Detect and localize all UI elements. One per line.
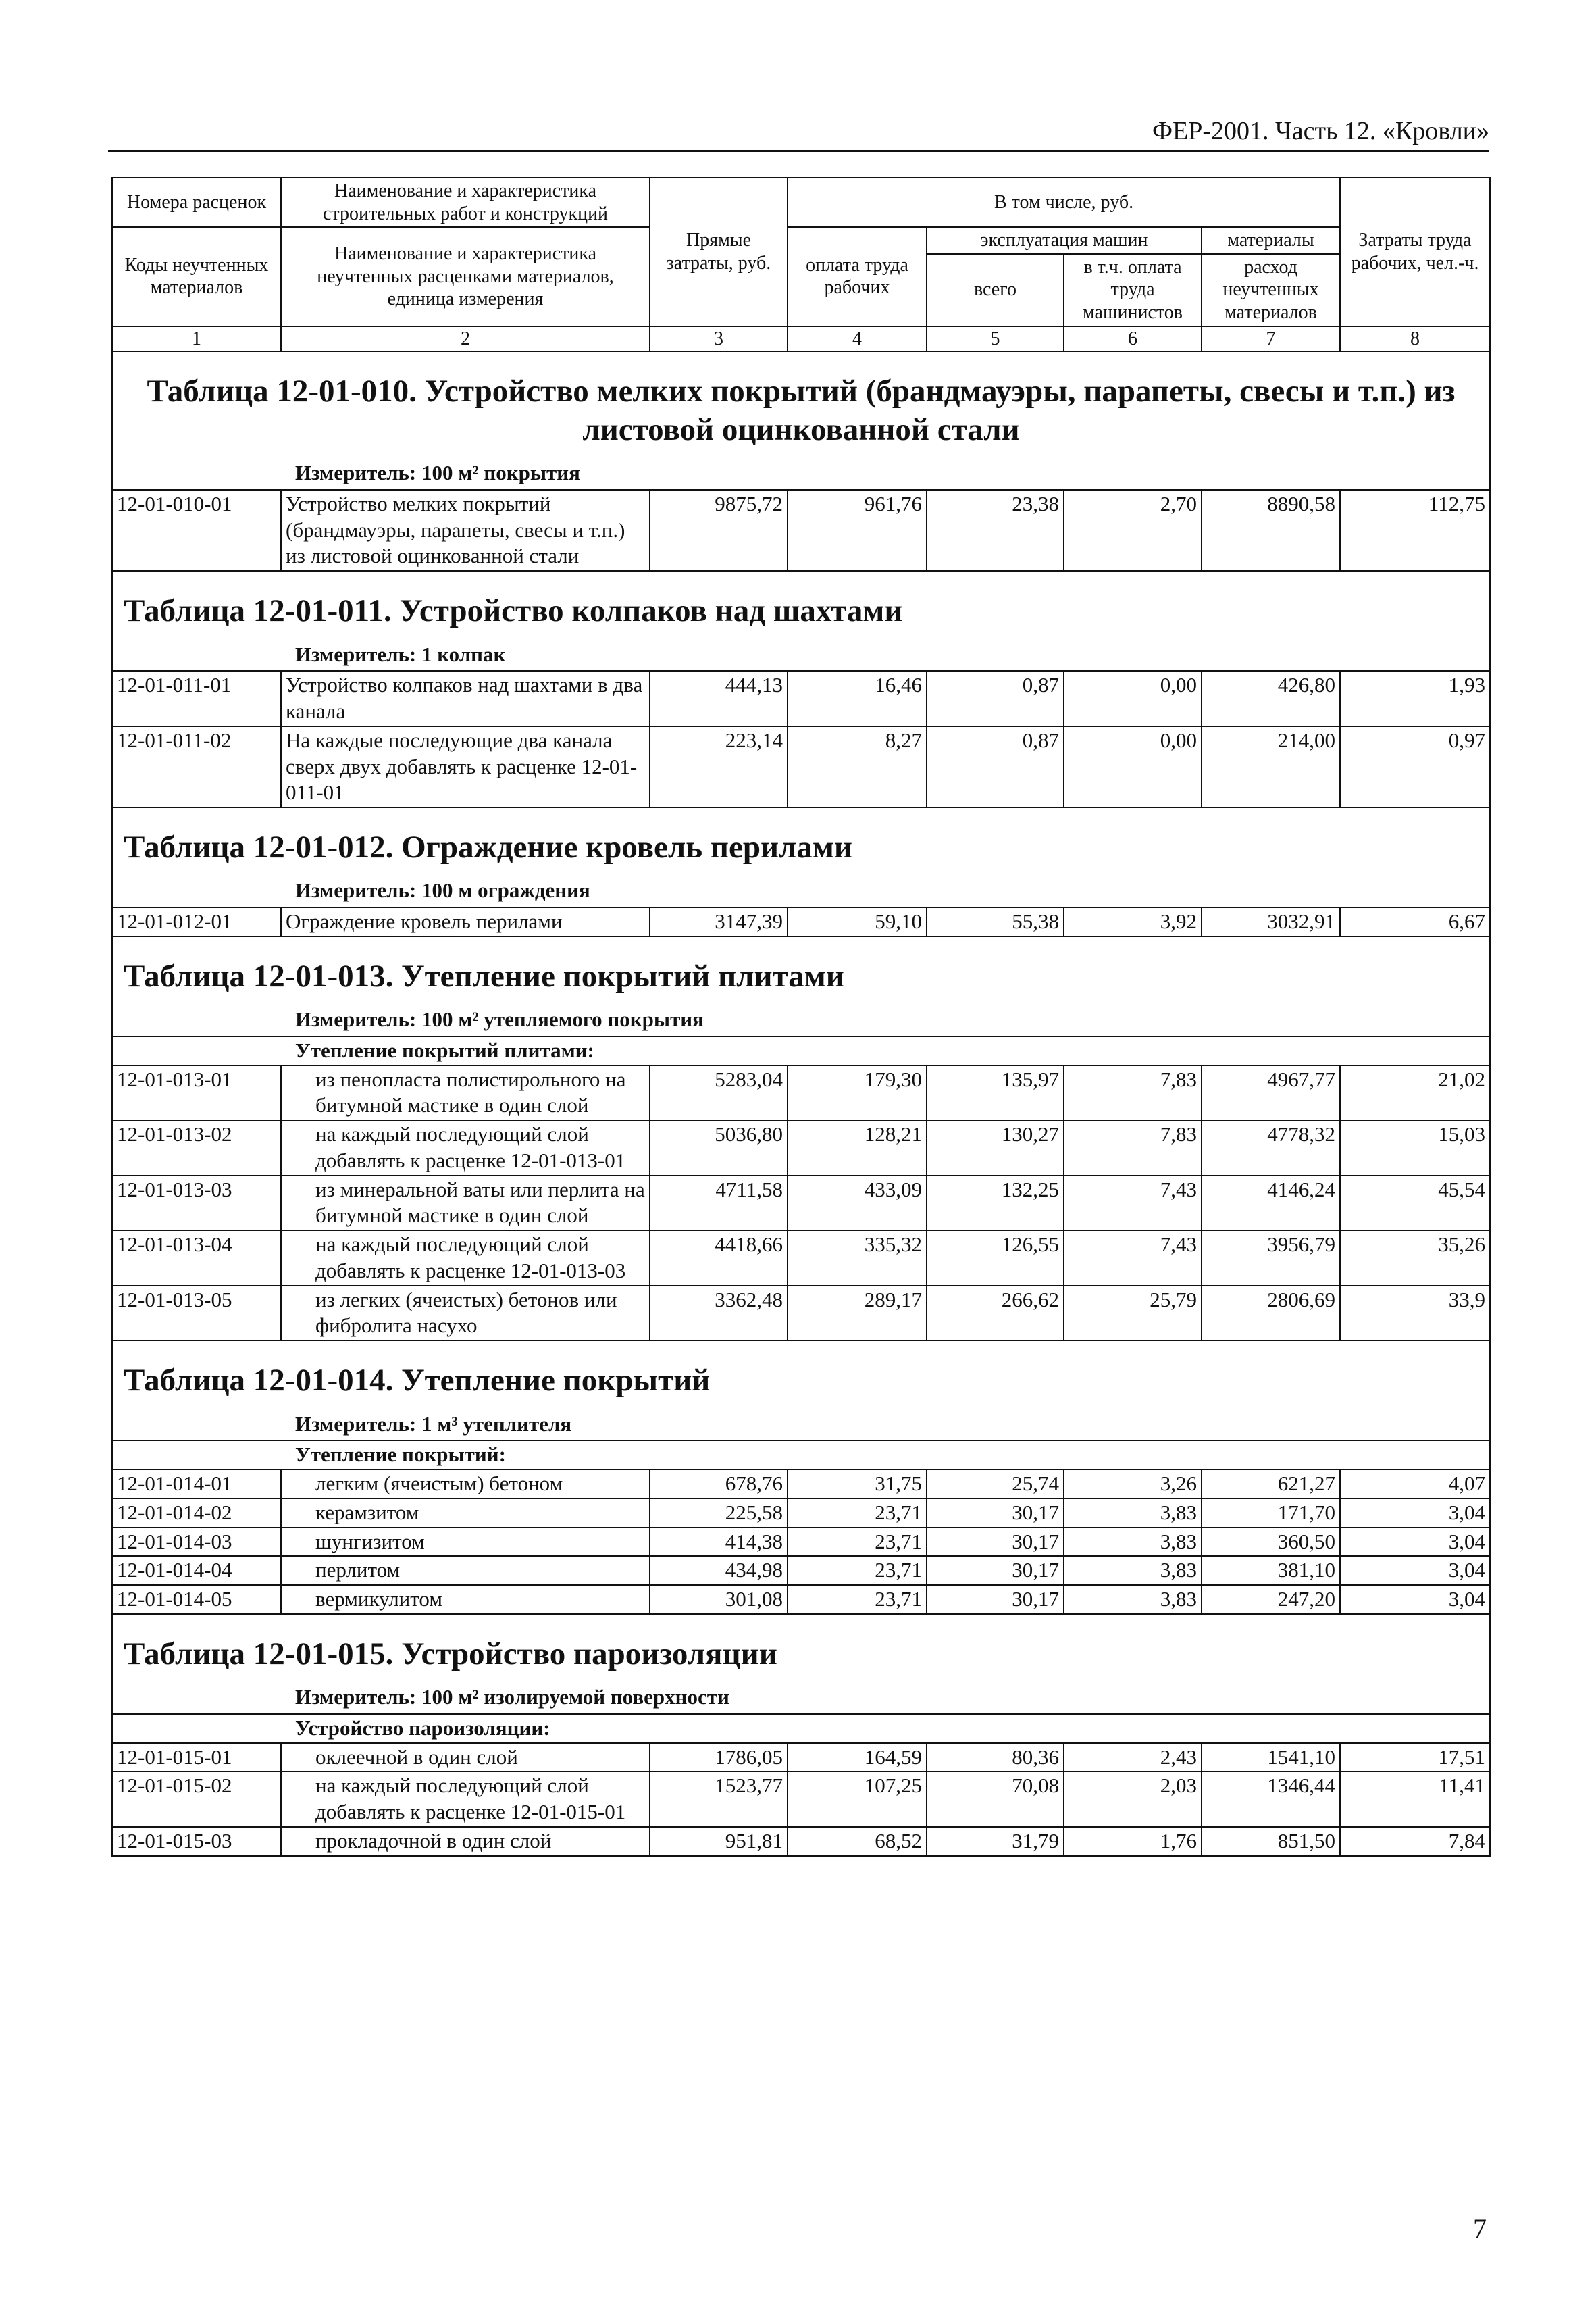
table-row xyxy=(112,1771,1490,1827)
labor-hours: 4,07 xyxy=(1340,1469,1490,1499)
page-number: 7 xyxy=(1473,2213,1487,2244)
machines-total: 23,38 xyxy=(927,490,1064,571)
column-number: 5 xyxy=(927,326,1064,351)
direct-costs: 3362,48 xyxy=(650,1286,788,1341)
machines-total: 130,27 xyxy=(927,1120,1064,1176)
direct-costs: 1786,05 xyxy=(650,1743,788,1772)
machines-total: 30,17 xyxy=(927,1556,1064,1585)
section-measure: Измеритель: 100 м² изолируемой поверхности xyxy=(112,1680,1490,1714)
row-name: из легких (ячеистых) бетонов или фибролита насухо xyxy=(281,1286,650,1341)
labor-hours: 45,54 xyxy=(1340,1176,1490,1231)
row-name: керамзитом xyxy=(281,1499,650,1528)
wages: 179,30 xyxy=(788,1065,927,1121)
row-name: на каждый последующий слой добавлять к расценке 12-01-013-01 xyxy=(281,1120,650,1176)
col-machines-header: эксплуатация машин xyxy=(927,227,1202,254)
row-name: перлитом xyxy=(281,1556,650,1585)
materials: 426,80 xyxy=(1202,671,1340,726)
table-row xyxy=(112,490,1490,571)
section-measure: Измеритель: 100 м ограждения xyxy=(112,874,1490,907)
operator-wages: 0,00 xyxy=(1064,726,1202,807)
column-number: 7 xyxy=(1202,326,1340,351)
machines-total: 0,87 xyxy=(927,671,1064,726)
machines-total: 80,36 xyxy=(927,1743,1064,1772)
row-name: легким (ячеистым) бетоном xyxy=(281,1469,650,1499)
materials: 8890,58 xyxy=(1202,490,1340,571)
operator-wages: 7,83 xyxy=(1064,1065,1202,1121)
materials: 4778,32 xyxy=(1202,1120,1340,1176)
row-name: вермикулитом xyxy=(281,1585,650,1614)
machines-total: 135,97 xyxy=(927,1065,1064,1121)
section-subheading: Утепление покрытий: xyxy=(112,1440,1490,1469)
section-title: Таблица 12-01-010. Устройство мелких покрытий (брандмауэры, парапеты, свесы и т.п.) из листовой оцинкованной стали xyxy=(112,351,1490,457)
operator-wages: 3,83 xyxy=(1064,1556,1202,1585)
materials: 1346,44 xyxy=(1202,1771,1340,1827)
col-operator-wages-header: в т.ч. оплата труда машинистов xyxy=(1064,254,1202,326)
running-header: ФЕР-2001. Часть 12. «Кровли» xyxy=(1152,117,1489,145)
row-code: 12-01-015-01 xyxy=(112,1743,281,1772)
row-code: 12-01-015-02 xyxy=(112,1771,281,1827)
wages: 128,21 xyxy=(788,1120,927,1176)
col-labor-hours-header: Затраты труда рабочих, чел.-ч. xyxy=(1340,178,1490,326)
table-row xyxy=(112,1176,1490,1231)
section-title: Таблица 12-01-015. Устройство пароизоляции xyxy=(112,1614,1490,1680)
direct-costs: 5036,80 xyxy=(650,1120,788,1176)
row-name: Ограждение кровель перилами xyxy=(281,907,650,936)
row-code: 12-01-014-02 xyxy=(112,1499,281,1528)
table-row xyxy=(112,671,1490,726)
labor-hours: 21,02 xyxy=(1340,1065,1490,1121)
operator-wages: 2,43 xyxy=(1064,1743,1202,1772)
operator-wages: 0,00 xyxy=(1064,671,1202,726)
table-section-12-01-013 xyxy=(112,936,1490,1340)
table-row xyxy=(112,726,1490,807)
section-title: Таблица 12-01-013. Утепление покрытий плитами xyxy=(112,936,1490,1003)
materials: 3956,79 xyxy=(1202,1230,1340,1286)
row-code: 12-01-013-01 xyxy=(112,1065,281,1121)
labor-hours: 3,04 xyxy=(1340,1556,1490,1585)
table-row xyxy=(112,1065,1490,1121)
row-name: из минеральной ваты или перлита на битумной мастике в один слой xyxy=(281,1176,650,1231)
col-group-header: В том числе, руб. xyxy=(788,178,1340,227)
column-number: 4 xyxy=(788,326,927,351)
table-row xyxy=(112,1556,1490,1585)
machines-total: 55,38 xyxy=(927,907,1064,936)
materials: 214,00 xyxy=(1202,726,1340,807)
section-measure: Измеритель: 100 м² покрытия xyxy=(112,456,1490,490)
machines-total: 31,79 xyxy=(927,1827,1064,1856)
row-name: на каждый последующий слой добавлять к расценке 12-01-013-03 xyxy=(281,1230,650,1286)
col-codes-header: Номера расценок xyxy=(112,178,281,227)
column-number: 2 xyxy=(281,326,650,351)
wages: 23,71 xyxy=(788,1499,927,1528)
column-number: 3 xyxy=(650,326,788,351)
operator-wages: 3,92 xyxy=(1064,907,1202,936)
row-name: шунгизитом xyxy=(281,1528,650,1557)
labor-hours: 35,26 xyxy=(1340,1230,1490,1286)
labor-hours: 0,97 xyxy=(1340,726,1490,807)
row-code: 12-01-014-05 xyxy=(112,1585,281,1614)
labor-hours: 3,04 xyxy=(1340,1499,1490,1528)
row-name: Устройство мелких покрытий (брандмауэры, парапеты, свесы и т.п.) из листовой оцинкованной стали xyxy=(281,490,650,571)
column-number: 8 xyxy=(1340,326,1490,351)
materials: 621,27 xyxy=(1202,1469,1340,1499)
labor-hours: 17,51 xyxy=(1340,1743,1490,1772)
row-code: 12-01-013-02 xyxy=(112,1120,281,1176)
row-code: 12-01-015-03 xyxy=(112,1827,281,1856)
operator-wages: 7,83 xyxy=(1064,1120,1202,1176)
table-row xyxy=(112,1469,1490,1499)
wages: 31,75 xyxy=(788,1469,927,1499)
labor-hours: 6,67 xyxy=(1340,907,1490,936)
row-code: 12-01-013-03 xyxy=(112,1176,281,1231)
row-code: 12-01-010-01 xyxy=(112,490,281,571)
wages: 961,76 xyxy=(788,490,927,571)
operator-wages: 7,43 xyxy=(1064,1176,1202,1231)
machines-total: 126,55 xyxy=(927,1230,1064,1286)
operator-wages: 2,70 xyxy=(1064,490,1202,571)
row-code: 12-01-014-04 xyxy=(112,1556,281,1585)
table-section-12-01-012 xyxy=(112,807,1490,936)
row-name: Устройство колпаков над шахтами в два канала xyxy=(281,671,650,726)
price-table xyxy=(111,177,1491,1857)
wages: 59,10 xyxy=(788,907,927,936)
direct-costs: 414,38 xyxy=(650,1528,788,1557)
table-row xyxy=(112,1585,1490,1614)
machines-total: 70,08 xyxy=(927,1771,1064,1827)
materials: 247,20 xyxy=(1202,1585,1340,1614)
machines-total: 25,74 xyxy=(927,1469,1064,1499)
operator-wages: 1,76 xyxy=(1064,1827,1202,1856)
wages: 289,17 xyxy=(788,1286,927,1341)
table-row xyxy=(112,1743,1490,1772)
row-name: оклеечной в один слой xyxy=(281,1743,650,1772)
direct-costs: 4418,66 xyxy=(650,1230,788,1286)
col-materials-consumption-header: расход неучтенных материалов xyxy=(1202,254,1340,326)
wages: 164,59 xyxy=(788,1743,927,1772)
wages: 335,32 xyxy=(788,1230,927,1286)
table-row xyxy=(112,1528,1490,1557)
materials: 4967,77 xyxy=(1202,1065,1340,1121)
materials: 3032,91 xyxy=(1202,907,1340,936)
section-subheading: Устройство пароизоляции: xyxy=(112,1714,1490,1743)
table-row xyxy=(112,1230,1490,1286)
table-row xyxy=(112,1499,1490,1528)
table-section-12-01-010 xyxy=(112,351,1490,572)
table-section-12-01-011 xyxy=(112,571,1490,807)
row-code: 12-01-011-02 xyxy=(112,726,281,807)
materials: 2806,69 xyxy=(1202,1286,1340,1341)
row-name: на каждый последующий слой добавлять к расценке 12-01-015-01 xyxy=(281,1771,650,1827)
direct-costs: 434,98 xyxy=(650,1556,788,1585)
labor-hours: 1,93 xyxy=(1340,671,1490,726)
section-title: Таблица 12-01-014. Утепление покрытий xyxy=(112,1340,1490,1407)
machines-total: 30,17 xyxy=(927,1528,1064,1557)
operator-wages: 3,83 xyxy=(1064,1499,1202,1528)
operator-wages: 25,79 xyxy=(1064,1286,1202,1341)
operator-wages: 3,83 xyxy=(1064,1585,1202,1614)
materials: 381,10 xyxy=(1202,1556,1340,1585)
direct-costs: 3147,39 xyxy=(650,907,788,936)
materials: 171,70 xyxy=(1202,1499,1340,1528)
header-row-2 xyxy=(112,227,1490,254)
row-name: из пенопласта полистирольного на битумной мастике в один слой xyxy=(281,1065,650,1121)
materials: 4146,24 xyxy=(1202,1176,1340,1231)
row-code: 12-01-012-01 xyxy=(112,907,281,936)
table-row xyxy=(112,907,1490,936)
row-name: На каждые последующие два канала сверх двух добавлять к расценке 12-01-011-01 xyxy=(281,726,650,807)
col-direct-costs-header: Прямые затраты, руб. xyxy=(650,178,788,326)
col-wages-header: оплата труда рабочих xyxy=(788,227,927,326)
materials: 360,50 xyxy=(1202,1528,1340,1557)
direct-costs: 301,08 xyxy=(650,1585,788,1614)
labor-hours: 15,03 xyxy=(1340,1120,1490,1176)
col-name-header: Наименование и характеристика строительных работ и конструкций xyxy=(281,178,650,227)
wages: 23,71 xyxy=(788,1528,927,1557)
machines-total: 266,62 xyxy=(927,1286,1064,1341)
col-material-codes-header: Коды неучтенных материалов xyxy=(112,227,281,326)
row-code: 12-01-013-05 xyxy=(112,1286,281,1341)
section-measure: Измеритель: 1 колпак xyxy=(112,638,1490,672)
price-table-document xyxy=(111,177,1489,1857)
table-row xyxy=(112,1286,1490,1341)
labor-hours: 3,04 xyxy=(1340,1585,1490,1614)
labor-hours: 11,41 xyxy=(1340,1771,1490,1827)
col-materials-header: материалы xyxy=(1202,227,1340,254)
row-name: прокладочной в один слой xyxy=(281,1827,650,1856)
labor-hours: 33,9 xyxy=(1340,1286,1490,1341)
row-code: 12-01-011-01 xyxy=(112,671,281,726)
direct-costs: 1523,77 xyxy=(650,1771,788,1827)
direct-costs: 951,81 xyxy=(650,1827,788,1856)
direct-costs: 678,76 xyxy=(650,1469,788,1499)
section-measure: Измеритель: 100 м² утепляемого покрытия xyxy=(112,1003,1490,1036)
wages: 68,52 xyxy=(788,1827,927,1856)
machines-total: 132,25 xyxy=(927,1176,1064,1231)
direct-costs: 225,58 xyxy=(650,1499,788,1528)
row-code: 12-01-014-03 xyxy=(112,1528,281,1557)
column-number: 6 xyxy=(1064,326,1202,351)
wages: 8,27 xyxy=(788,726,927,807)
direct-costs: 223,14 xyxy=(650,726,788,807)
col-material-name-header: Наименование и характеристика неучтенных расценками материалов, единица измерения xyxy=(281,227,650,326)
wages: 107,25 xyxy=(788,1771,927,1827)
section-measure: Измеритель: 1 м³ утеплителя xyxy=(112,1407,1490,1441)
machines-total: 30,17 xyxy=(927,1499,1064,1528)
section-title: Таблица 12-01-012. Ограждение кровель перилами xyxy=(112,807,1490,874)
section-subheading: Утепление покрытий плитами: xyxy=(112,1036,1490,1065)
row-code: 12-01-014-01 xyxy=(112,1469,281,1499)
operator-wages: 7,43 xyxy=(1064,1230,1202,1286)
direct-costs: 444,13 xyxy=(650,671,788,726)
operator-wages: 3,83 xyxy=(1064,1528,1202,1557)
materials: 851,50 xyxy=(1202,1827,1340,1856)
table-section-12-01-014 xyxy=(112,1340,1490,1614)
header-rule xyxy=(108,150,1489,152)
direct-costs: 9875,72 xyxy=(650,490,788,571)
col-machines-total-header: всего xyxy=(927,254,1064,326)
table-row xyxy=(112,1827,1490,1856)
wages: 23,71 xyxy=(788,1585,927,1614)
wages: 16,46 xyxy=(788,671,927,726)
direct-costs: 5283,04 xyxy=(650,1065,788,1121)
header-row-1 xyxy=(112,178,1490,227)
column-number: 1 xyxy=(112,326,281,351)
labor-hours: 3,04 xyxy=(1340,1528,1490,1557)
operator-wages: 2,03 xyxy=(1064,1771,1202,1827)
row-code: 12-01-013-04 xyxy=(112,1230,281,1286)
materials: 1541,10 xyxy=(1202,1743,1340,1772)
wages: 433,09 xyxy=(788,1176,927,1231)
direct-costs: 4711,58 xyxy=(650,1176,788,1231)
machines-total: 30,17 xyxy=(927,1585,1064,1614)
operator-wages: 3,26 xyxy=(1064,1469,1202,1499)
table-section-12-01-015 xyxy=(112,1614,1490,1856)
column-number-row xyxy=(112,326,1490,351)
labor-hours: 112,75 xyxy=(1340,490,1490,571)
section-title: Таблица 12-01-011. Устройство колпаков над шахтами xyxy=(112,571,1490,637)
machines-total: 0,87 xyxy=(927,726,1064,807)
wages: 23,71 xyxy=(788,1556,927,1585)
table-row xyxy=(112,1120,1490,1176)
labor-hours: 7,84 xyxy=(1340,1827,1490,1856)
